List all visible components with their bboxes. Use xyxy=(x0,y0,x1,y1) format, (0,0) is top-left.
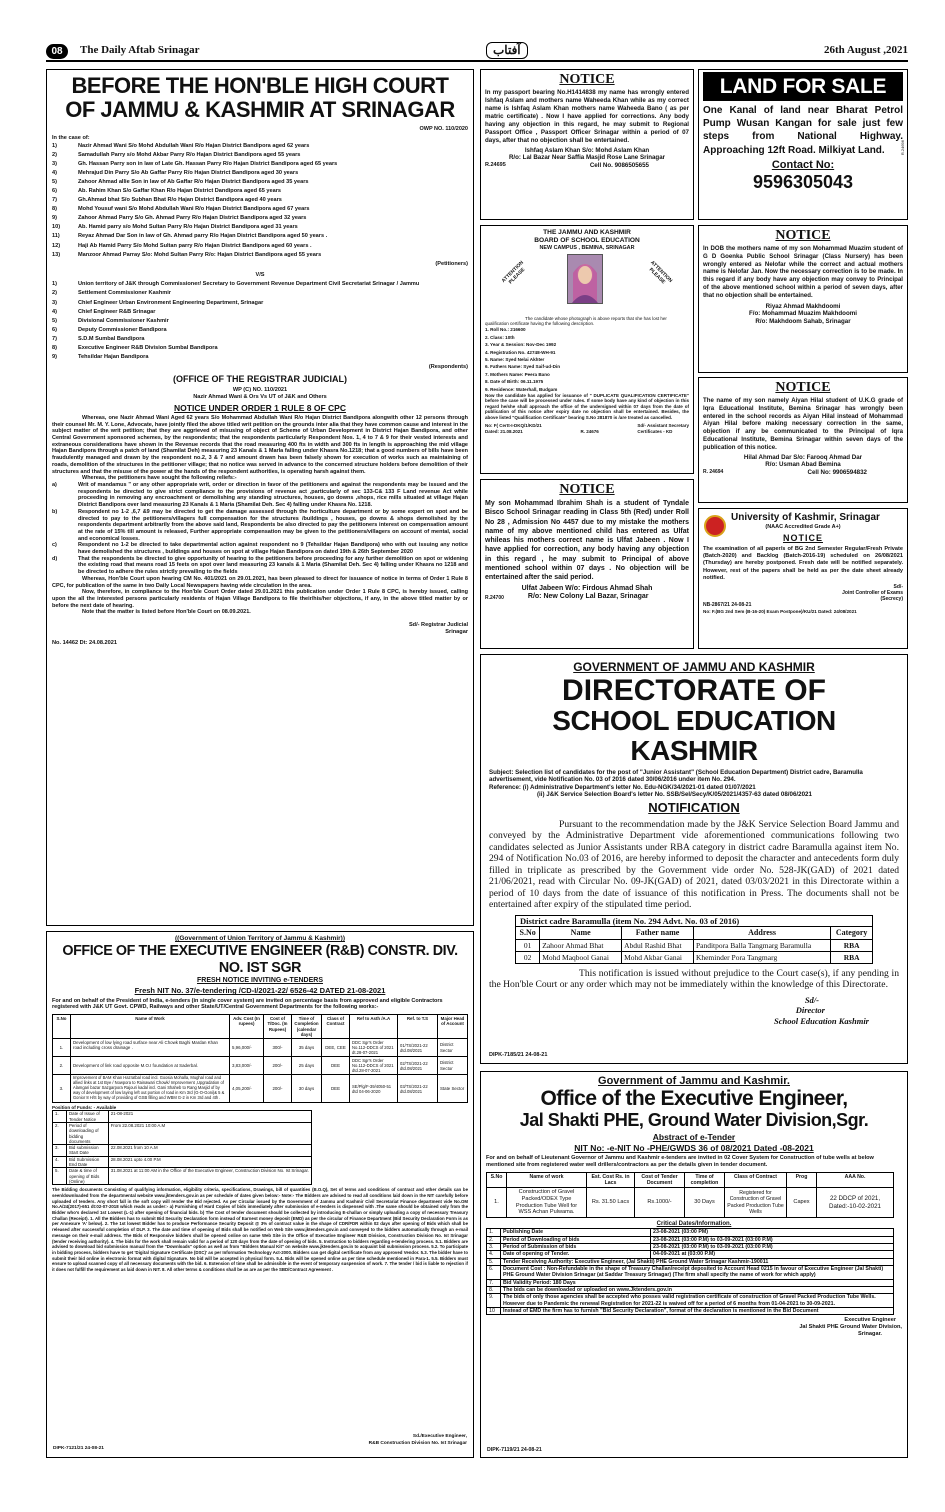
notice-signature: Ulfat Jabeen W/o: Firdous Ahmad Shah xyxy=(521,584,653,592)
paper-logo: آفتاب xyxy=(486,42,528,59)
director-sd: Sd/- xyxy=(804,995,819,1006)
notice-relation: F/o: Mohammad Muazim Makhdoomi xyxy=(749,310,857,318)
candidate-photo xyxy=(567,254,603,304)
table-header-row: S.No Name of Work Adv. Cost (In rupees) Cost of T/Doc. (In Rupees) Time of Completion (calendar days) Class of Contract Ref to Asth /A.A Ref. to T.S Major Head of Account xyxy=(53,1015,468,1039)
table-row: 3. Bid submission Start Date 22.08.2021 from 10 A.M xyxy=(53,1145,312,1157)
candidate-footer: Now the candidate has applied for issuance of " DUPLICATE QUALIFICATION CERTIFICATE" before the case will be processed under rules. If some body have any kind of objection in this regard he/she shall approach the office of the undersigned within 07 days from the date of publication of this notice after expiry date no objection shall be entertained. Besides, the above listed "Qualification Certificate" bearing S.No 281870 is /are treated as cancelled. xyxy=(485,393,689,420)
board-ref-no: No: F( Certt-I-DKQ/1/KD/21 xyxy=(485,423,542,429)
notice-title: NOTICE xyxy=(775,380,831,395)
list-item: 2) Samadullah Parry s/o Mohd Akbar Parry R/o Hajan District Bandipora aged 55 years xyxy=(52,151,301,158)
director-office: School Education Kashmir xyxy=(774,1015,869,1026)
list-item: 7. Mothers Name: Peera Bano xyxy=(485,371,550,377)
university-subtitle: (NAAC Accredited Grade A+) xyxy=(765,524,841,531)
rnb-office: R&B Construction Division No. Ist Srinagar xyxy=(368,1441,467,1447)
jsp-dates-table xyxy=(486,1228,894,1315)
list-item: 3) Chief Engineer Urban Environment Engineering Department, Srinagar xyxy=(52,299,264,306)
jsp-work-table xyxy=(486,1172,894,1218)
rnb-terms: The Bidding documents Consisting of qualifying information, eligibility criteria, specifications, Drawings, bill of quantities (B.O.Q), Set of terms and conditions of contract and other details can be seen/downloaded from the departmental website www.jktenders.gov.in as per schedule of dates given below:- Note:- The Bidders are advised to read all conditions laid down in the NIT carefully before uploaded of tenders. Any short fall in the soft copy will render the Bid rejected. As per Circular issued by the Government of Jammu and Kashmir Civil Secretariat Finance department vide No.OM No.A/24(2017)-651 dt:02-07-2018 which reads as under:- a) Furnishing of Hard Copies of bids immediately after submission of e-tenders is dispensed with .The same should be obtained only from the Bidder who's declared 1st Lowest (L-1) after opening of financial bids. b) The Cost of tender document should be collected by introducing E-challan or simply uploading a copy of necessary Treasury Challan (Receipt). 1. All the Bidders has to submit Bid Security Declaration form instead of Earnest money deposit (EMD) as per the circular of Finance Department (Bid Security Declaration Form is as per Annexure 'A' below). 2. The 1st lowest Bidder has to produce Performance Security Deposit @ 3% of contract value in the shape of CDR/FDR within 02 days after opening of Bids which shall be released after successful completion of DLP. 3. The date and time of opening of Bids shall be notified on Web Site www.jktenders.gov.in and conveyed to the bidders automatically through an e-mail message on their e-mail address. The Bids of Responsive bidders shall be opened online on same Web Site in the Office of Executive Engineer R&B Division, Construction Division No. Ist Srinagar (tender receiving authority). 4. The bids for the work shall remain valid for a period of 120 days from the date of opening of bids. 5. Instruction to bidders regarding e-tendering process. 5.1. Bidders are advised to download bid submission manual from the "Downloads" option as well as from "Bidders Manual Kit" on website www.jktenders.gov.in to acquaint bid submission process. 5.2. To participate in bidding process, bidders have to get 'Digital Signature Certificate (DSC)' as per Information Technology Act-2000. Bidders can get digital certificate from any approved Vendor. 5.3. The bidder have to submit their bid online in electronic format with digital Signature. No bid will be accepted in physical form. 5.4. Bids will be opened online as per time schedule mentioned in Para-1. 5.5. Bidders must ensure to upload scanned copy of all necessary documents with the bid. 6. Extension of time shall be admissible in the event of temporary suspension of work. 7. The tender / bid is liable to rejection if it does not fulfill the requirement as laid down in NIT. 8. All other terms & conditions shall be as are as per the SBD/Contract Agreement . xyxy=(52,1187,468,1273)
list-item: 2. Class: 10th xyxy=(485,334,515,340)
rnb-dates-table xyxy=(52,1110,312,1185)
wp-number: WP (C) NO. 110/2021 xyxy=(232,386,288,393)
rnb-works-table xyxy=(52,1014,468,1103)
gov-heading: GOVERNMENT OF JAMMU AND KASHMIR xyxy=(573,660,815,674)
attention-left: ATTENTION PLEASE xyxy=(500,259,527,286)
list-item: 8. Date of Birth: 06.11.1975 xyxy=(485,379,544,385)
nb-number: NB-2867/21 24-08-21 xyxy=(703,602,752,609)
rnb-signature: Sd./Executive Engineer, xyxy=(412,1434,467,1440)
table-row: 3. Improvement of BAM Khan Hazratbal road incl. Goosia Mohalla, Mughal road and allied links at 1st Bye / Nowpora to Rainawari Chowk/ Improvement ,Upgradation of Alamgari bazar Sazgarpora Rajouri kadal incl. Gani Shaheb to Rang Masjid of by way of development of low laying left out portion of road in Km 3rd (G-O-Goni)& 5 & Gonior 8 H/S by way of providing of GSB filling and WBM G-2 in Km 3rd and 4th . 4,05,200/- 200/- 30 days DEE SE/Plg/F-39/4050-51 dtd 04-06-2020 03/TS/2021-22 dtd.08/2021 State Sector xyxy=(53,1075,468,1103)
board-address: NEW CAMPUS , BEMINA, SRINAGAR xyxy=(539,245,635,252)
list-item: 6. Fathers Name: Syed Saif-ud-Din xyxy=(485,364,561,370)
paragraph: Whereas, Hon'ble Court upon hearing CM No. 401/2021 on 29.01.2021, has been pleased to direct for issuance of notice in terms of Order 1 Rule 8 CPC, for publication of the same in two Daily Local Newspapers having wide circulation in the area. xyxy=(52,575,468,589)
rnb-top: ((Government of Union Territory of Jammu & Kashmir)) xyxy=(175,935,345,942)
jsp-office: Jal Shakti PHE Ground Water Division, xyxy=(799,1324,902,1331)
page-header xyxy=(46,42,908,62)
table-row: 5. Date & time of opening of Bids (Online) 31.08.2021 at 11:00 AM in the Office of the Executive Engineer, Construction Division No. Ist Srinagar. xyxy=(53,1168,312,1185)
paper-name: The Daily Aftab Srinagar xyxy=(80,44,200,56)
directorate-notification xyxy=(480,654,908,1064)
list-item: 5) Divisional Commissioner Kashmir xyxy=(52,317,169,324)
jsp-place: Srinagar. xyxy=(858,1331,882,1338)
list-item: 4) Chief Engineer R&B Srinagar xyxy=(52,308,156,315)
reference-number: R. 24694 xyxy=(703,468,724,475)
case-title: Nazir Ahmad Wani & Ors Vs UT of J&K and Others xyxy=(193,393,327,400)
school-board-notice xyxy=(480,225,694,474)
university-body: The examination of all paper/s of BG 2nd Semester Regular/Fresh Private (Batch-2020) and Backlog (Batch-2016-19) scheduled on 26/08/2021 (Thursday) are hereby postponed. Fresh date will be notified separately. However, rest of the papers shall be held as per the date sheet already notified. xyxy=(703,545,903,581)
secrecy-label: (Secrecy) xyxy=(880,596,903,603)
table-row: 7. Bid Validity Period: 180 Days xyxy=(487,1279,894,1286)
in-case-label: In the case of: xyxy=(52,134,90,141)
candidate-intro: The candidate whose photograph is above reports that she has lost her qualification certificate having the following description. xyxy=(485,315,667,327)
issue-date: 26th August ,2021 xyxy=(823,44,908,56)
notice-number: No. 14462 Dt: 24.08.2021 xyxy=(52,639,117,646)
notice-signature: Riyaz Ahmad Makhdoomi xyxy=(765,302,841,310)
board-r-no: R. 24676 xyxy=(580,429,599,435)
university-ref: No: F.(BG 2nd Sem (B-16-20) Exam Postpone)/KU/21 Dated: 24/08/2021 xyxy=(703,608,857,614)
table-row: 4. Bid Submission End Date 28.08.2021 upto 4.00 P.M xyxy=(53,1156,312,1168)
list-item: d) That the respondents be directed to give opportunity of hearing to the petitioners before proceeding for any further demolition on spot or widening the existing road that means road 15 feets on spot over land measuring 23 kanals & 1 Maria (Shamilat Deh. Sec 4) falling under Khasra no 1218 and be directed to adhere the rules strictly prevailing to the fields xyxy=(52,555,468,576)
candidate-fields xyxy=(485,326,689,393)
list-item: 11) Reyaz Ahmad Dar Son in law of Gh. Ahmad parry R/o Hajan District Bandipora aged 50 years . xyxy=(52,233,328,240)
attention-right: ATTENTION PLEASE xyxy=(647,259,674,286)
high-court-title-2: OF JAMMU & KASHMIR AT SRINAGAR xyxy=(65,97,455,122)
table-row: 6. Document Cost : Non-Refundable in the shape of Treasury Challan/receipt deposited to Account Head 0215 in favour of Executive Engineer (Jal Shakti) PHE Ground Water Division Srinagar (at Saddar Treasury Srinagar) (The firm shall specify the name of work for which apply) xyxy=(487,1266,894,1280)
list-item: 9. Residence: Waterhall, Budgam xyxy=(485,386,558,392)
list-item: 5. Name: Syed Nelai Akhter xyxy=(485,357,545,363)
table-title: District cadre Baramulla (item No. 294 Advt. No. 03 of 2016) xyxy=(515,915,873,926)
rnb-nit: Fresh NIT No. 37/e-tendering /CD-I/2021-22/ 6526-42 DATED 21-08-2021 xyxy=(134,986,386,996)
dipk-number: DIPK-7185/21 24-08-21 xyxy=(489,1052,548,1059)
list-item: 7) Gh.Ahmad bhat S/o Subhan Bhat R/o Hajan District Bandipora aged 40 years xyxy=(52,197,282,204)
respondent-list xyxy=(52,280,468,362)
list-item: 1) Nazir Ahmad Wani S/o Mohd Abdullah Wani R/o Hajan District Bandipora aged 62 years xyxy=(52,142,310,149)
notice-body: My son Mohammad Ibrahim Shah is a student of Tyndale Bisco School Srinagar reading in Class 5th (Red) under Roll No 28 , Admission No 4457 due to my mistake the mothers name of my above mentioned child has entered as Ulfat whileas his mothers correct name is Ulfat Jabeen . Now I have applied for correction, any body having any objection in this regard , he may submit to Principal of above mentioned school within 07 days . No objection will be entertained after the said period. xyxy=(485,500,689,582)
paragraph: Now, therefore, in compliance to the Hon'ble Court Order dated 29.01.2021 this publication under Order 1 Rule 8 CPC, is hereby issued, calling upon the all the interested persons particularly residents of Hajan Village Bandipora to file their/his/her objections, if any, in the above titled matter by or before the next date of hearing. xyxy=(52,589,468,609)
reference-2: (ii) J&K Service Selection Board's letter No. SSB/Sel/Secy/K/05/2021/4357-63 dated 08/06/2021 xyxy=(537,791,812,799)
jal-shakti-tender xyxy=(480,1071,908,1458)
reference-number: R.24696 xyxy=(900,140,906,156)
table-row: 4. Date of opening of Tender. 04-09-2021 at (03:00 P.M) xyxy=(487,1251,894,1258)
university-notice xyxy=(698,508,908,649)
page-number: 08 xyxy=(46,44,68,59)
list-item: a) Writ of mandamus " or any other appropriate writ, order or direction in favor of the petitioners and against the respondents may be issued and the respondents be directed to give strict compliance to the provisions of revenue act ,particularly of sec 133-C& 133 F Land revenue Act while proceeding in removing any encroachment or demolishing any standing structures, houses, go downs ,shops, rice mills situated at village Hajan District Bandipora over land measuring 23 Kanals & 1 Maria (Shamilat Deh. Sec 4) falling under Khasra No. 1218. xyxy=(52,482,468,509)
person-photo-icon xyxy=(568,255,602,303)
notification-footer: This notification is issued without prejudice to the Court case(s), if any pending in the Hon'ble Court or any order which may not be immediately within the knowledge of this Directorate. xyxy=(489,967,899,991)
table-row: 9. The bids of only those agencies shall be accepted who posses valid registration certificate of construction of Gravel Packed Production Tube Wells. However due to Pandemic the renewal Registration for 2021-22 is waived off for a period of 6 months from 01-04-2021 to 30-09-2021. xyxy=(487,1294,894,1308)
notice-address: R/o: Lal Bazar Near Saffia Masjid Rose Lane Srinagar xyxy=(508,154,666,162)
table-row: 1. Publishing Date 23-08-2021 (03:00 PM) xyxy=(487,1229,894,1236)
paragraph: Whereas, the petitioners have sought the following reliefs:- xyxy=(82,475,237,482)
board-signatory: Certificates - KD xyxy=(637,428,673,434)
owp-number: OWP NO. 110/2020 xyxy=(419,126,468,132)
jsp-abstract: Abstract of e-Tender xyxy=(652,1132,736,1143)
table-row: 2. Development of link road opposite M.O.I foundation at Saderbal. 3,83,000/- 200/- 25 days DEE DDC Sgr's Order No.112-DDCS of 2021 dtd.28-07-2021 02/TS/2021-22 dtd.08/2021 District Sector xyxy=(53,1057,468,1075)
subject-line: Subject: Selection list of candidates for the post of "Junior Assistant" (School Education Department) District cadre, Baramulla advertisement, vide Notification No. 03 of 2016 dated 30/06/2016 under item No. 294. xyxy=(489,768,863,784)
respondents-label: (Respondents) xyxy=(428,364,468,371)
director-title: Director xyxy=(795,1005,825,1016)
list-item: 1. Roll No.: 216600 xyxy=(485,327,526,333)
directorate-title-1: DIRECTORATE OF xyxy=(562,673,826,707)
dipk-number: DIPK-7119/21 24-08-21 xyxy=(487,1446,542,1453)
list-item: 10) Ab. Hamid parry s/o Mohd Sultan Parry R/o Hajan District Bandipora aged 31 years xyxy=(52,224,298,231)
list-item: 9) Zahoor Ahmad Parry S/o Gh. Ahmad Parry R/o Hajan District Bandipora aged 32 years xyxy=(52,215,307,222)
table-header-row: S.No Name of work Est. Cost Rs. in Lacs Cost of Tender Document Time of completion Class of Contract Prog AAA No. xyxy=(487,1172,894,1187)
versus-label: V/S xyxy=(255,271,265,278)
list-item: 7) S.D.M Sumbal Bandipora xyxy=(52,335,145,342)
high-court-title-1: BEFORE THE HON'BLE HIGH COURT xyxy=(71,73,449,98)
list-item: 4. Registration No. 42748-WH-91 xyxy=(485,349,556,355)
notice-signature: Hilal Ahmad Dar S/o: Farooq Ahmad Dar xyxy=(743,453,863,461)
notice-address: R/o: Makhdoom Sahab, Srinagar xyxy=(755,317,851,325)
notice-body: The name of my son namely Aiyan Hilal student of U.K.G grade of Iqra Educational Institute, Bemina Srinagar has wrongly been entered in the school records as Aiyan Hilal instead of Mohammad Aiyan Hilal before making necessary correction in the same, objection if any be communicated to the Principal of Iqra Educational Institute, Bemina Srinagar within seven days of the publication of this notice. xyxy=(703,397,903,451)
list-item: b) Respondent no 1-2 ,6,7 &9 may be directed to get the damage assessed through the horticulture department or by some expert on spot and be directed to pay to the petitioners/villagers full compensation for the structures /buildings , houses, go downs & shops demolished by the respondents department arbitrarily from the above said land, Respondents be also directed to pay the petitioners interest on compensation amount at the rate of 15% till amount is released, Further appropriate compensation may be given to the petitioners/villagers on account of mental, social and economical losses. xyxy=(52,508,468,542)
registrar-place: Srinagar xyxy=(445,628,468,635)
land-description: One Kanal of land near Bharat Petrol Pump Wusan Kangan for sale just few steps from National Highway. Approaching 12ft Road. Milkiyat Land. xyxy=(703,105,903,156)
list-item: 12) Haji Ab Hamid Parry S/o Mohd Sultan parry R/o Hajan District Bandipora aged 60 years . xyxy=(52,242,312,249)
notice-address: R/o: New Colony Lal Bazar, Srinagar xyxy=(527,593,649,601)
notice-heading: NOTICE UNDER ORDER 1 RULE 8 OF CPC xyxy=(174,402,346,413)
notice-body: In DOB the mothers name of my son Mohammad Muazim student of G D Goenka Public School Srinagar (Class Nursery) has been wrongly entered as Nelofar while the correct and actual mothers name is Nelofar Jan. Now the necessary correction is to be made. In this regard if any body have any objection may convey to Principal of the above mentioned school within a period of seven days, after that no objection shall be entertained. xyxy=(703,245,903,299)
rnb-tender-notice xyxy=(46,931,474,1458)
petitioners-label: (Petitioners) xyxy=(435,260,468,267)
reference-1: Reference: (i) Administrative Department's letter No. Edu-NGK/34/2021-01 dated 01/07/2021 xyxy=(489,783,756,791)
dipk-number: DIPK-7121/21 24-08-21 xyxy=(53,1446,104,1452)
directorate-title-2: SCHOOL EDUCATION KASHMIR xyxy=(552,704,836,766)
ibrahim-notice xyxy=(480,479,694,649)
paragraph: Note that the matter is listed before Hon'ble Court on 08.09.2021. xyxy=(82,609,251,616)
school-name-notice xyxy=(698,377,908,503)
notification-heading: NOTIFICATION xyxy=(648,799,740,815)
notice-address: R/o: Usman Abad Bemina xyxy=(765,461,841,469)
table-row: 5. Tender Receiving Authority: Executive Engineer, (Jal Shakti) PHE Ground Water Srinagar Kashmir-190011 xyxy=(487,1258,894,1265)
list-item: c) Respondent no 1-2 be directed to take departmental action against respondent no 9 (Tehsildar Hajan Bandipora) who with out issuing any notice have demolished the structures , buildings and houses on spot at village Hajan Bandipora on dated 19th & 26th September 2020 xyxy=(52,542,468,556)
registrar-office: (OFFICE OF THE REGISTRAR JUDICIAL) xyxy=(173,374,347,385)
rnb-fresh: FRESH NOTICE INVITING e-TENDERS xyxy=(196,976,323,984)
jsp-signatory: Executive Engineer xyxy=(844,1317,896,1324)
dob-notice xyxy=(698,225,908,373)
board-title-2: BOARD OF SCHOOL EDUCATION xyxy=(534,237,640,245)
reference-number: R.24700 xyxy=(485,595,504,602)
jsp-title-2: Jal Shakti PHE, Ground Water Division,Sgr. xyxy=(519,1110,869,1131)
registrar-signature: Sd/- Registrar Judicial xyxy=(408,622,468,629)
rnb-title: OFFICE OF THE EXECUTIVE ENGINEER (R&B) CONSTR. DIV. NO. IST SGR xyxy=(62,942,458,976)
table-row: 8. The bids can be downloaded or uploaded on www.Jktenders.gov.in xyxy=(487,1287,894,1294)
rnb-intro: For and on behalf of the President of India, e-tenders (in single cover system) are invited on percentage basis from approved and eligible Contractors registered with J&K UT Govt. CPWD, Railways and other State/UT/Central Government Departments for the following works:- xyxy=(52,997,443,1011)
board-signature: Sd/- Assistant Secretary xyxy=(637,423,689,429)
table-header-row: S.No Name Father name Address Category xyxy=(516,927,873,940)
notification-body: Pursuant to the recommendation made by the J&K Service Selection Board Jammu and conveyed by the Administrative Department vide aforementioned communications following two candidates selected as Junior Assistants under RBA category in district cadre Baramulla against item No. 294 of Notification No.03 of 2016, are hereby informed to deposit the character and antecedents form duly filled in triplicate as prescribed by the Government vide order No. 528-JK(GAD) of 2021 dated 21/06/2021, read with Circular No. 09-JK(GAD) of 2021, dated 03/03/2021 in this Directorate within a period of 10 days from the date of issuance of this notification in Press. The documents shall not be entertained after expiry of the stipulated time period. xyxy=(489,818,899,911)
table-row: 10 Instead of EMD the firm has to furnish "Bid Security Declaration", format of the declaration is mentioned in the Bid Document xyxy=(487,1308,894,1315)
list-item: 3. Year & Session: Nov-Dec 1992 xyxy=(485,342,557,348)
jsp-gov: Government of Jammu and Kashmir. xyxy=(598,1075,790,1087)
cell-number: Cell No: 9906594832 xyxy=(807,468,867,476)
table-row: 1. Development of low lying road surface near Ali Chowk Baghi Mardan Khan road including cross drainage . 5,96,000/- 300/- 35 days DEE, CEE DDC Sgr's Order No.112-DDCS of 2021 dt.28-07-2021 01/TS/2021-22 dtd.08/2021 District Sector xyxy=(53,1039,468,1057)
university-title: University of Kashmir, Srinagar xyxy=(731,512,880,523)
relief-list xyxy=(52,482,468,576)
university-notice-title: NOTICE xyxy=(782,532,823,543)
notice-signature: Ishfaq Aslam Khan S/o: Mohd Aslam Khan xyxy=(524,146,650,154)
petitioner-list xyxy=(52,142,468,260)
list-item: 5) Zahoor Ahmad allie Son in law of Ab Gaffar R/o Hajan District Bandipora aged 35 years xyxy=(52,178,309,185)
university-seal-icon xyxy=(704,515,726,537)
list-item: 3) Gh. Hassan Parry son in law of Late Gh. Hassan Parry R/o Hajan District Bandipora aged 65 years xyxy=(52,160,338,167)
reference-number: R.24695 xyxy=(485,161,506,168)
contact-phone: 9596305043 xyxy=(752,172,854,193)
list-item: 1) Union territory of J&K through Commissioner/ Secretary to Government Revenue Department Civil Secretariat Srinagar / Jammu xyxy=(52,281,420,288)
joint-controller: Joint Controller of Exams xyxy=(842,590,903,597)
land-title: LAND FOR SALE xyxy=(703,72,903,101)
jsp-nit: NIT No: -e-NIT No -PHE/GWDS 36 of 08/2021 Dated -08-2021 xyxy=(574,1142,814,1153)
table-row: 01 Zahoor Ahmad Bhat Abdul Rashid Bhat Panditpora Balla Tangmarg Baramulla RBA xyxy=(516,939,873,951)
notice-title: NOTICE xyxy=(775,228,831,243)
notice-title: NOTICE xyxy=(559,482,615,497)
list-item: 6) Deputy Commissioner Bandipora xyxy=(52,326,167,333)
list-item: 6) Ab. Rahim Khan S/o Gaffar Khan R/o Hajan District Dandipora aged 65 years xyxy=(52,187,281,194)
list-item: 13) Manzoor Ahmad Parray S/o: Mohd Sultan Parry R/o: Hajan District Bandipora aged 55 years xyxy=(52,251,322,258)
university-sd: Sd/- xyxy=(893,584,903,591)
land-for-sale-ad xyxy=(698,69,908,220)
table-row: 1. Construction of Gravel Packed/ODEX Type Production Tube Well for WSS Achan Pulwama. Rs. 31.50 Lacs Rs.1000/- 30 Days Registered for Construction of Gravel Packed Production Tube Wells Capex 22 DDCP of 2021, Dated:-10-02-2021 xyxy=(487,1188,894,1218)
critical-dates-heading: Critical Dates/Information. xyxy=(656,1221,732,1228)
notice-body: In my passport bearing No.H1414838 my name has wrongly entered Ishfaq Aslam and mothers name Waheeda Khan while as my correct name is Ishfaq Aslam Khan mothers name Waheeda Bano ( as per matric certificate) . Now I have applied for corrections. Any body having any objection in this regard, he may submit to Regional Passport Office , Passport Officer Srinagar within a period of 07 days, after that no objection shall be entertained. xyxy=(485,89,689,144)
contact-label: Contact No: xyxy=(771,158,835,171)
table-row: 2. Period of Downloading of bids 23-08-2021 (03:00 P.M) to 03-09-2021 (03:00 P.M) xyxy=(487,1236,894,1243)
list-item: 9) Tehsildar Hajan Bandipora xyxy=(52,354,149,361)
list-item: 8) Executive Engineer R&B Division Sumbal Bandipora xyxy=(52,345,218,352)
table-row: 3. Period of Submission of bids 23-08-2021 (03:00 P.M) to 03-09-2021 (03:00 P.M) xyxy=(487,1244,894,1251)
list-item: 4) Mehrajud Din Parry S/o Ab Gaffar Parry R/o Hajan District Bandipora aged 30 years xyxy=(52,169,299,176)
notice-title: NOTICE xyxy=(559,72,615,87)
cell-number: Cell No. 9086505655 xyxy=(589,161,649,169)
jsp-title-1: Office of the Executive Engineer, xyxy=(540,1087,848,1111)
jsp-intro: For and on behalf of Lieutenant Governor of Jammu and Kashmir e-tenders are invited in 02 Cover System for Construction of tube wells at below mentioned site from registered water well drillers/contractors as per the details given in tender document. xyxy=(486,1155,874,1168)
board-date: Dated: 21.08.2021 xyxy=(485,428,523,434)
high-court-notice xyxy=(46,69,474,926)
list-item: 2) Settlement Commissioner Kashmir xyxy=(52,290,171,297)
paragraph: Whereas, one Nazir Ahmad Wani Aged 62 years S/o Mohammad Abdullah Wani R/o Hajan District Bandipora alongwith other 12 persons through their counsel Mr. M. Y. Lone, Advocate, have jointly filed the above titled writ petition on the grounds inter alia that they have common cause and interest in the subject matter of the writ petition; that they are aggrieved of misusing of object of Scheme of Urban Development in District Hajan Bandipora, and other Central Government sponsored schemes, by the respondents; that the respondents particularly Respondent Nos. 1, 4 to 7 & 9 for their vested interests and extraneous considerations have shown in the Revenue records that the road measuring 400 fts in width and 300 fts in length is approaching the mid village Hajan Bandipora through a patch of land (Shamilat Deh) measuring 23 Kanals & 1 Marla falling under Khasra No.1218; that a good numbers of bills have been fraudulently managed and drawn by the respondent no.2, 3 & 7 and amount drawn has been falsely shown for execution of works such as maintaining of roads, demolition of the structures in the petitioner village; that no notice was served in advance to the concerned structure holders before demolition of their structures and that the misuse of the power at the hands of the respondent authorities, is operating harsh against them. xyxy=(52,414,468,475)
list-item: 8) Mohd Yousuf wani S/o Mohd Abdullah Wani R/o Hajan District Bandipora aged 67 years xyxy=(52,206,310,213)
table-row: 2. Period of downloading of bidding documents From 22.08.2021 10:00 A.M xyxy=(53,1123,312,1145)
passport-notice xyxy=(480,69,694,220)
table-row: 1. Date of Issue of Tender Notice 21-08-2021 xyxy=(53,1111,312,1123)
funds-position: Position of Funds: - Available xyxy=(52,1104,117,1110)
table-row: 02 Mohd Maqbool Ganai Mohd Akbar Ganai Kheminder Pora Tangmarg RBA xyxy=(516,951,873,963)
candidates-table xyxy=(515,926,873,964)
board-title-1: THE JAMMU AND KASHMIR xyxy=(543,229,631,236)
